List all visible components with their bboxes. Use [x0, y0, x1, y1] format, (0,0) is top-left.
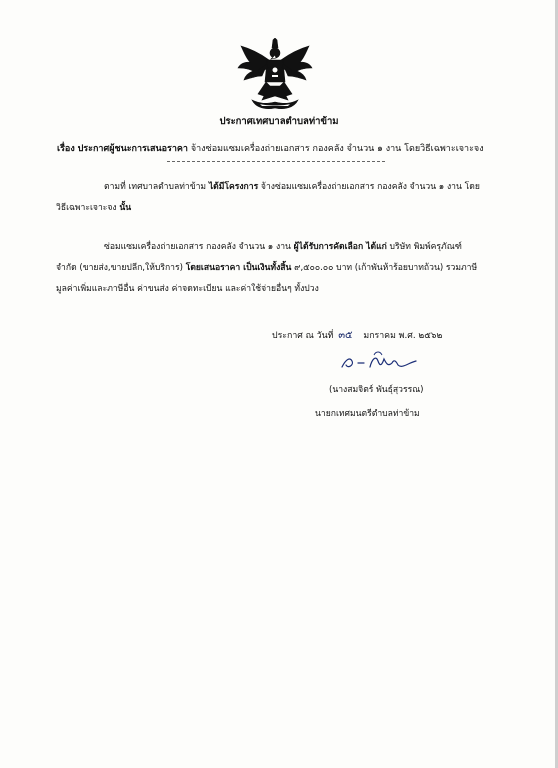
para2-line2-text-b: ๙,๕๐๐.๐๐ บาท (เก้าพันห้าร้อยบาทถ้วน) รวมภาษี	[291, 263, 478, 273]
paragraph-2-line-1	[104, 243, 462, 252]
paragraph-2-line-3	[56, 285, 319, 294]
para2-text-b: บริษัท พิมพ์ครุภัณฑ์	[386, 242, 462, 252]
para2-line2-text-a: จำกัด (ขายส่ง,ขายปลีก,ให้บริการ)	[56, 263, 186, 273]
signer-name: (นางสมจิตร์ พันธุ์สุวรรณ)	[329, 385, 424, 395]
para2-text-a: ซ่อมแซมเครื่องถ่ายเอกสาร กองคลัง จำนวน ๑ งาน	[104, 242, 294, 252]
paragraph-1-line-2	[56, 204, 131, 213]
date-day-handwritten: ๓๕	[338, 330, 353, 341]
paragraph-1-line-1	[104, 183, 480, 192]
para1-text-b: จ้างซ่อมแซมเครื่องถ่ายเอกสาร กองคลัง จำนวน ๑ งาน โดย	[258, 182, 480, 192]
para1-text-a: เทศบาลตำบลท่าข้าม	[125, 182, 209, 192]
announcement-title: ประกาศเทศบาลตำบลท่าข้าม	[219, 116, 339, 127]
para1-line2-text: วิธีเฉพาะเจาะจง	[56, 203, 120, 213]
para2-line2-bold: โดยเสนอราคา เป็นเงินทั้งสิ้น	[185, 263, 292, 273]
para1-bold: ได้มีโครงการ	[208, 182, 259, 192]
subject-bold-text: ประกาศผู้ชนะการเสนอราคา	[77, 144, 188, 154]
para2-line3-text: มูลค่าเพิ่มและภาษีอื่น ค่าขนส่ง ค่าจดทะเบียน และค่าใช้จ่ายอื่นๆ ทั้งปวง	[56, 284, 319, 294]
date-prefix: ประกาศ ณ วันที่	[272, 331, 334, 341]
subject-label: เรื่อง	[57, 144, 75, 154]
paragraph-2-line-2	[56, 264, 477, 273]
handwritten-signature	[330, 349, 430, 375]
dashed-divider	[167, 161, 385, 162]
subject-text: จ้างซ่อมแซมเครื่องถ่ายเอกสาร กองคลัง จำนวน ๑ งาน โดยวิธีเฉพาะเจาะจง	[190, 144, 484, 154]
para1-line2-bold: นั้น	[119, 203, 132, 213]
garuda-emblem-icon	[236, 38, 314, 114]
para1-lead: ตามที่	[104, 182, 126, 192]
announcement-date	[272, 328, 442, 343]
signer-title: นายกเทศมนตรีตำบลท่าข้าม	[315, 409, 420, 419]
subject-line	[57, 141, 527, 155]
date-suffix: มกราคม พ.ศ. ๒๕๖๒	[363, 331, 443, 341]
para2-bold: ผู้ได้รับการคัดเลือก ได้แก่	[293, 242, 387, 252]
